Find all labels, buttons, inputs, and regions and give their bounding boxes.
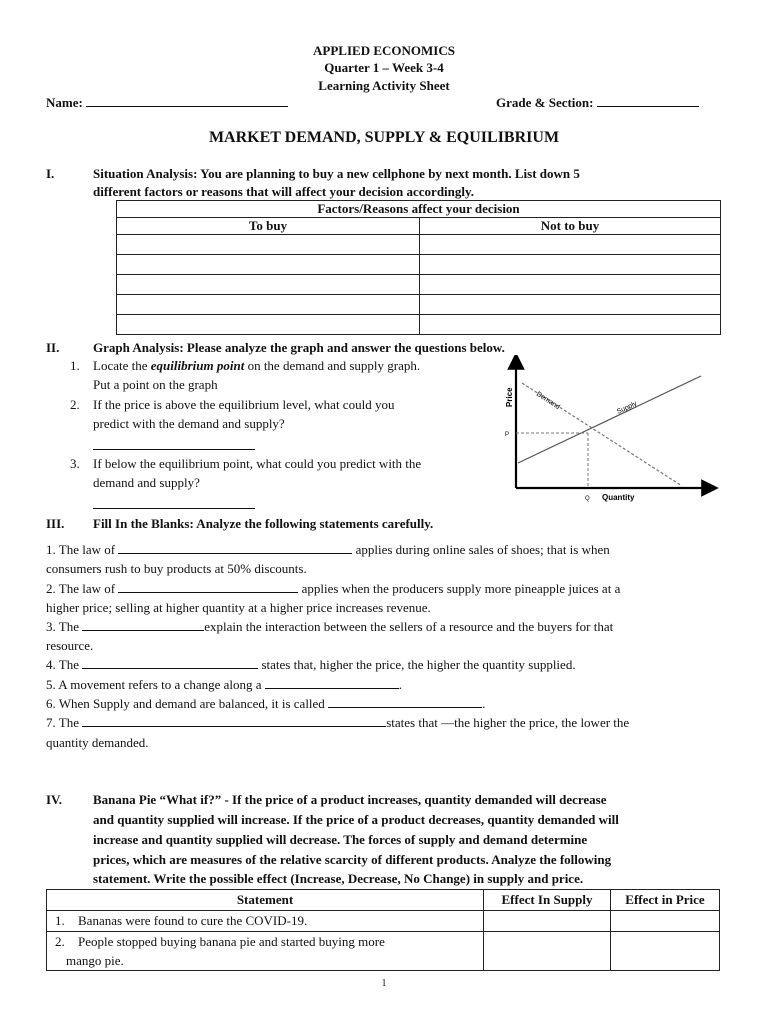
section4-line3: increase and quantity supplied will decrease. The forces of supply and demand determine [93, 832, 588, 847]
subject-title: APPLIED ECONOMICS [313, 43, 455, 58]
fill-statement-1: 1. The law of applies during online sales of shoes; that is when [46, 542, 610, 557]
section2-heading: Graph Analysis: Please analyze the graph and answer the questions below. [93, 340, 505, 355]
row-statement: People stopped buying banana pie and started buying more [78, 934, 385, 949]
factors-table [116, 200, 721, 335]
fill-statement-2-cont: higher price; selling at higher quantity at a higher price increases revenue. [46, 600, 431, 615]
q1-number: 1. [70, 358, 80, 373]
table-row [47, 932, 484, 971]
fill-statement-4: 4. The states that, higher the price, the higher the quantity supplied. [46, 657, 576, 672]
q2-number: 2. [70, 397, 80, 412]
section4-line1: Banana Pie “What if?” - If the price of a product increases, quantity demanded will decrease [93, 792, 607, 807]
row-number: 2. [55, 934, 65, 949]
q1-line2: Put a point on the graph [93, 377, 218, 392]
col-effect-supply: Effect In Supply [484, 890, 611, 911]
row-number: 1. [55, 913, 65, 928]
equilibrium-emphasis: equilibrium point [150, 358, 245, 373]
not-to-buy-cell[interactable] [420, 275, 721, 295]
row-statement: Bananas were found to cure the COVID-19. [78, 913, 308, 928]
to-buy-cell[interactable] [117, 295, 420, 315]
to-buy-cell[interactable] [117, 255, 420, 275]
fill-statement-3-cont: resource. [46, 638, 94, 653]
blank-3[interactable] [82, 618, 204, 631]
fill-statement-1-cont: consumers rush to buy products at 50% discounts. [46, 561, 307, 576]
effect-supply-cell[interactable] [484, 932, 611, 971]
not-to-buy-cell[interactable] [420, 295, 721, 315]
q-label: Q [585, 496, 590, 502]
col-effect-price: Effect in Price [611, 890, 720, 911]
section1-numeral: I. [46, 166, 55, 181]
col-to-buy: To buy [117, 218, 420, 235]
y-axis-label: Price [505, 387, 514, 407]
section2-numeral: II. [46, 340, 60, 355]
to-buy-cell[interactable] [117, 275, 420, 295]
col-not-to-buy: Not to buy [420, 218, 721, 235]
section1-line1: Situation Analysis: You are planning to buy a new cellphone by next month. List down 5 [93, 166, 580, 181]
table-row [47, 911, 484, 932]
p-label: P [505, 432, 510, 438]
quarter-label: Quarter 1 – Week 3-4 [324, 60, 444, 75]
section4-line2: and quantity supplied will increase. If the price of a product decreases, quantity demanded will [93, 812, 619, 827]
q2-line1: If the price is above the equilibrium level, what could you [93, 397, 395, 412]
section4-line5: statement. Write the possible effect (Increase, Decrease, No Change) in supply and price. [93, 871, 584, 886]
x-axis-label: Quantity [602, 493, 635, 502]
blank-1[interactable] [118, 541, 352, 554]
q3-number: 3. [70, 456, 80, 471]
not-to-buy-cell[interactable] [420, 255, 721, 275]
q1-text: Locate the equilibrium point on the demand and supply graph. [93, 358, 421, 373]
section3-heading: Fill In the Blanks: Analyze the following statements carefully. [93, 516, 434, 531]
effect-price-cell[interactable] [611, 932, 720, 971]
blank-6[interactable] [328, 695, 482, 708]
grade-blank[interactable] [597, 94, 699, 107]
row-statement-cont: mango pie. [66, 953, 124, 968]
section4-line4: prices, which are measures of the relative scarcity of different products. Analyze the following [93, 852, 612, 867]
page-number: 1 [381, 978, 387, 989]
not-to-buy-cell[interactable] [420, 235, 721, 255]
supply-demand-graph[interactable] [496, 355, 721, 505]
fill-statement-6: 6. When Supply and demand are balanced, it is called . [46, 696, 486, 711]
blank-4[interactable] [82, 656, 258, 669]
blank-5[interactable] [265, 676, 399, 689]
name-field[interactable] [46, 93, 288, 112]
to-buy-cell[interactable] [117, 315, 420, 335]
fill-statement-5: 5. A movement refers to a change along a . [46, 677, 403, 692]
blank-7[interactable] [82, 714, 386, 727]
section4-numeral: IV. [46, 792, 63, 807]
supply-curve [518, 376, 701, 463]
grade-section-field[interactable] [496, 93, 699, 112]
q3-line2: demand and supply? [93, 475, 200, 490]
q2-answer-blank[interactable] [93, 449, 255, 450]
section1-line2: different factors or reasons that will affect your decision accordingly. [93, 184, 475, 199]
factors-table-title: Factors/Reasons affect your decision [117, 201, 721, 218]
to-buy-cell[interactable] [117, 235, 420, 255]
q3-line1: If below the equilibrium point, what could you predict with the [93, 456, 422, 471]
blank-2[interactable] [118, 580, 298, 593]
fill-statement-7: 7. The states that —the higher the price, the lower the [46, 715, 630, 730]
col-statement: Statement [47, 890, 484, 911]
effect-supply-cell[interactable] [484, 911, 611, 932]
fill-statement-2: 2. The law of applies when the producers supply more pineapple juices at a [46, 581, 621, 596]
effect-price-cell[interactable] [611, 911, 720, 932]
page-title: MARKET DEMAND, SUPPLY & EQUILIBRIUM [208, 129, 560, 146]
banana-pie-table [46, 889, 720, 971]
grade-label: Grade & Section: [496, 95, 594, 110]
not-to-buy-cell[interactable] [420, 315, 721, 335]
demand-label: Demand [534, 390, 561, 412]
fill-statement-7-cont: quantity demanded. [46, 735, 149, 750]
supply-label: Supply [615, 400, 639, 416]
q3-answer-blank[interactable] [93, 508, 255, 509]
section3-numeral: III. [46, 516, 65, 531]
q2-line2: predict with the demand and supply? [93, 416, 285, 431]
name-blank[interactable] [86, 94, 288, 107]
name-label: Name: [46, 95, 83, 110]
fill-statement-3: 3. The explain the interaction between the sellers of a resource and the buyers for that [46, 619, 614, 634]
sheet-label: Learning Activity Sheet [318, 78, 450, 93]
